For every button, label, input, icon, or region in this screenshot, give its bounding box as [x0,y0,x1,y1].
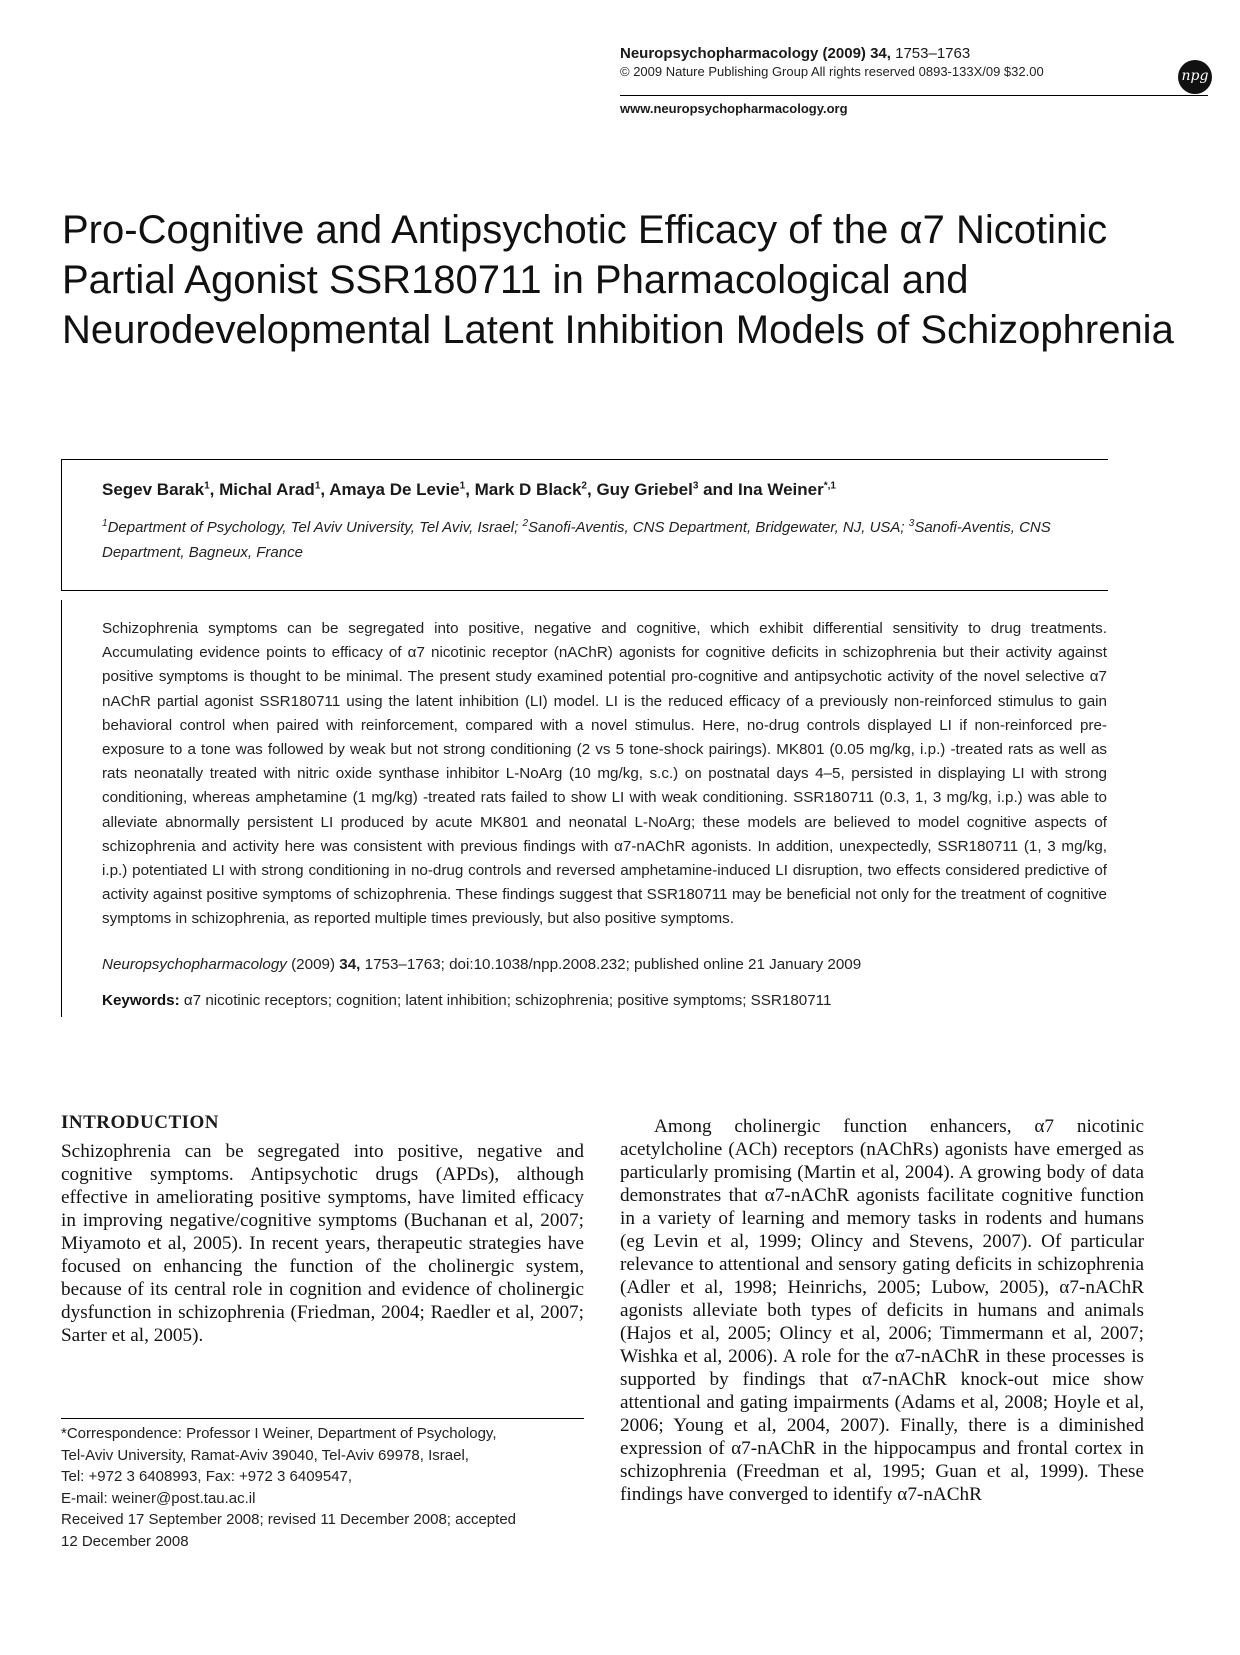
journal-pages: 1753–1763 [895,45,971,62]
affiliation-sup: 1 [102,518,108,529]
footnote-line: *Correspondence: Professor I Weiner, Department of Psychology, [61,1425,497,1442]
footnote-email[interactable]: E-mail: weiner@post.tau.ac.il [61,1489,256,1507]
author-name: Segev Barak [102,480,205,499]
author-name: Amaya De Levie [329,480,460,499]
citation-volume: 34, [339,956,361,973]
footnote-line: 12 December 2008 [61,1532,189,1550]
affiliation: Sanofi-Aventis, CNS Department, Bridgewater, NJ, USA; [528,519,905,536]
citation-year: (2009) [291,956,336,973]
journal-name: Neuropsychopharmacology (2009) [620,45,866,62]
citation-line [102,954,861,976]
author-sup: 3 [692,480,699,492]
affiliation: Sanofi-Aventis, CNS Department, Bagneux, France [102,519,1051,561]
abstract [102,617,1107,932]
author-list: Segev Barak$^1$, Michal Arad$^1$, Amaya De Levie$^1$, Mark D Black$^2$, Guy Griebel$^3$ and Ina Weiner$^{*,1}$ [102,480,836,499]
affiliations [102,511,1102,565]
abstract-bar [61,600,62,1017]
author-sup: *,1 [823,480,836,492]
citation-details: 1753–1763; doi:10.1038/npp.2008.232; published online 21 January 2009 [364,956,862,973]
article-title: Pro-Cognitive and Antipsychotic Efficacy of the α7 Nicotinic Partial Agonist SSR180711 in Pharmacological and Neurodevelopmental Latent Inhibition Models of Schizophrenia [62,208,1174,352]
intro-paragraph: Among cholinergic function enhancers, α7 nicotinic acetylcholine (ACh) receptors (nAChRs) agonists have emerged as particularly promising (Martin et al, 2004). A growing body of data demonstrates that α7-nAChR agonists facilitate cognitive function in a variety of learning and memory tasks in rodents and humans (eg Levin et al, 1999; Olincy and Stevens, 2007). Of particular relevance to attentional and sensory gating deficits in schizophrenia (Adler et al, 1998; Heinrichs, 2005; Lubow, 2005), α7-nAChR agonists alleviate both types of deficits in humans and animals (Hajos et al, 2005; Olincy et al, 2006; Timmermann et al, 2007; Wishka et al, 2006). A role for the α7-nAChR in these processes is supported by findings that α7-nAChR knock-out mice show attentional and gating impairments (Adams et al, 2008; Hoyle et al, 2006; Young et al, 2004, 2007). Finally, there is a diminished expression of α7-nAChR in the hippocampus and frontal cortex in schizophrenia (Freedman et al, 1995; Guan et al, 1999). These findings have converged to identify α7-nAChR [620,1116,1144,1505]
footnote-line: Tel: +972 3 6408993, Fax: +972 3 6409547, [61,1468,353,1485]
author-name: Michal Arad [219,480,315,499]
footnote-line: Tel-Aviv University, Ramat-Aviv 39040, Tel-Aviv 69978, Israel, [61,1446,469,1464]
journal-header [620,44,1180,81]
affiliation: Department of Psychology, Tel Aviv University, Tel Aviv, Israel; [107,519,519,536]
intro-right-column [620,1115,1144,1506]
author-name: Guy Griebel [596,480,693,499]
footnote-divider [61,1418,584,1419]
keywords-label: Keywords: [102,992,180,1009]
section-heading: INTRODUCTION [61,1112,220,1133]
npg-logo: npg [1178,60,1212,94]
author-sup: 1 [314,480,321,492]
author-sup: 1 [459,480,466,492]
journal-citation-line [620,44,1180,63]
keywords [102,990,831,1012]
author-name: Mark D Black [474,480,582,499]
abstract-text: Schizophrenia symptoms can be segregated into positive, negative and cognitive, which exhibit differential sensitivity to drug treatments. Accumulating evidence points to efficacy of α7 nicotinic receptor (nAChR) agonists for cognitive deficits in schizophrenia but their activity against positive symptoms is thought to be minimal. The present study examined potential pro-cognitive and antipsychotic activity of the novel selective α7 nAChR partial agonist SSR180711 using the latent inhibition (LI) model. LI is the reduced efficacy of a previously non-reinforced stimulus to gain behavioral control when paired with reinforcement, compared with a novel stimulus. Here, no-drug controls displayed LI if non-reinforced pre-exposure to a tone was followed by weak but not strong conditioning (2 vs 5 tone-shock pairings). MK801 (0.05 mg/kg, i.p.) -treated rats as well as rats neonatally treated with nitric oxide synthase inhibitor L-NoArg (10 mg/kg, s.c.) on postnatal days 4–5, persisted in displaying LI with strong conditioning, whereas amphetamine (1 mg/kg) -treated rats failed to show LI with weak conditioning. SSR180711 (0.3, 1, 3 mg/kg, i.p.) was able to alleviate abnormally persistent LI produced by acute MK801 and neonatal L-NoArg; these models are believed to model cognitive aspects of schizophrenia and activity here was consistent with previous findings with α7-nAChR agonists. In addition, unexpectedly, SSR180711 (1, 3 mg/kg, i.p.) potentiated LI with strong conditioning in no-drug controls and reversed amphetamine-induced LI disruption, two effects considered predictive of activity against positive symptoms of schizophrenia. These findings suggest that SSR180711 may be beneficial not only for the treatment of cognitive symptoms in schizophrenia, as reported multiple times previously, but also positive symptoms. [102,620,1107,928]
copyright-line: © 2009 Nature Publishing Group All rights reserved 0893-133X/09 $32.00 [620,64,1044,79]
journal-url[interactable]: www.neuropsychopharmacology.org [620,101,848,116]
author-sup: 2 [581,480,587,492]
header-divider [620,95,1208,96]
author-sup: 1 [204,480,210,492]
journal-volume: 34, [870,45,891,62]
affiliation-sup: 2 [522,518,529,529]
intro-paragraph: Schizophrenia can be segregated into positive, negative and cognitive symptoms. Antipsychotic drugs (APDs), although effective in ameliorating positive symptoms, have limited efficacy in improving negative/cognitive symptoms (Buchanan et al, 2007; Miyamoto et al, 2005). In recent years, therapeutic strategies have focused on enhancing the function of the cholinergic system, because of its central role in cognition and evidence of cholinergic dysfunction in schizophrenia (Friedman, 2004; Raedler et al, 2007; Sarter et al, 2005). [61,1141,584,1346]
citation-journal: Neuropsychopharmacology [102,956,287,973]
author-name: Ina Weiner [738,480,824,499]
affiliation-sup: 3 [908,518,915,529]
footnote-line: Received 17 September 2008; revised 11 December 2008; accepted [61,1511,517,1528]
intro-left-column [61,1140,584,1347]
keywords-text: α7 nicotinic receptors; cognition; latent inhibition; schizophrenia; positive symptoms; SSR180711 [183,992,832,1009]
correspondence-footnote [61,1423,584,1552]
